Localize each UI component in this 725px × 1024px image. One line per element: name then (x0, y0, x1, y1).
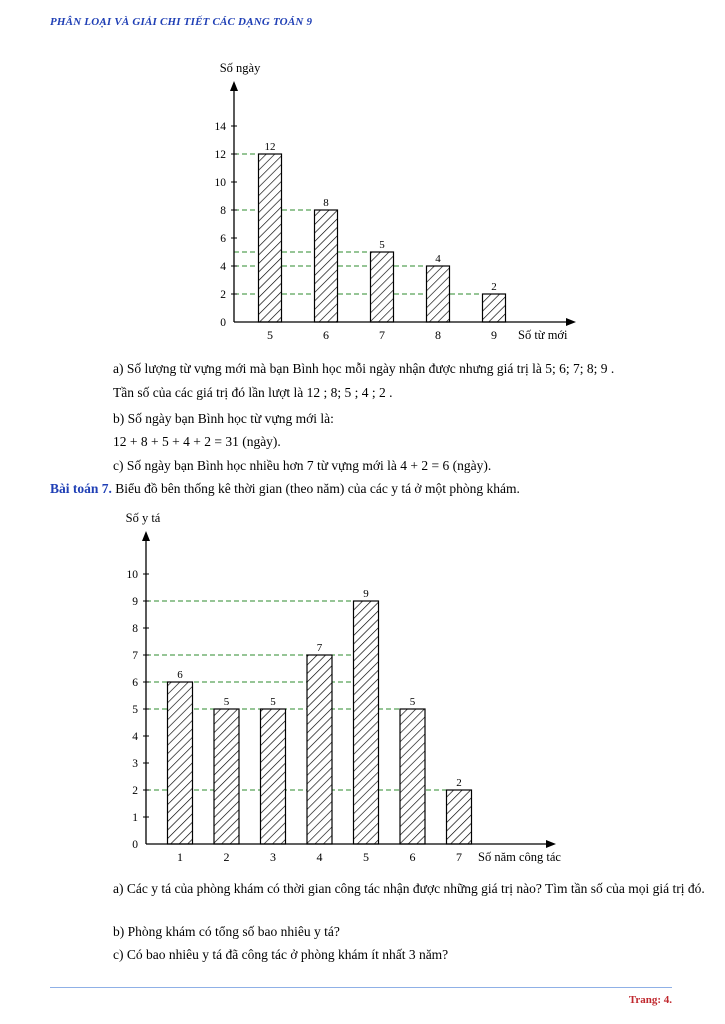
bar-4 (307, 655, 332, 844)
question-a: a) Các y tá của phòng khám có thời gian công tác nhận được những giá trị nào? Tìm tần số của mọi giá trị đó. (113, 881, 705, 896)
y-axis-label: Số ngày (219, 61, 261, 75)
footer-divider (50, 987, 672, 988)
bar-value-label: 2 (456, 777, 462, 789)
y-tick-label: 3 (132, 758, 138, 770)
bar-6 (400, 709, 425, 844)
bar-value-label: 9 (363, 588, 369, 600)
y-tick-label: 14 (214, 121, 226, 133)
bar-value-label: 5 (409, 696, 416, 708)
problem-7-statement (50, 480, 520, 498)
x-tick-label: 6 (323, 328, 329, 342)
x-axis-label: Số từ mới (518, 328, 568, 342)
x-tick-label: 7 (379, 328, 385, 342)
y-tick-label: 1 (132, 812, 138, 824)
y-tick-label: 8 (132, 623, 138, 635)
y-axis-label: Số y tá (125, 511, 161, 525)
bar-5 (354, 601, 379, 844)
y-tick-label: 8 (220, 205, 226, 217)
bar-value-label: 4 (435, 253, 441, 265)
bar-2 (214, 709, 239, 844)
y-tick-label: 10 (126, 569, 138, 581)
y-tick-label: 2 (132, 785, 138, 797)
problem-7-label: Bài toán 7. (50, 481, 112, 496)
y-tick-label: 2 (220, 289, 226, 301)
bar-value-label: 12 (264, 141, 276, 153)
bar-value-label: 5 (270, 696, 276, 708)
bar-value-label: 8 (323, 197, 329, 209)
x-tick-label: 9 (491, 328, 497, 342)
bar-5 (259, 154, 282, 322)
x-tick-label: 6 (409, 850, 416, 864)
y-tick-label: 6 (132, 677, 138, 689)
y-tick-label: 4 (132, 731, 138, 743)
bar-8 (427, 266, 450, 322)
bar-7 (371, 252, 394, 322)
bar-6 (315, 210, 338, 322)
bar-value-label: 5 (379, 239, 385, 251)
x-tick-label: 4 (316, 850, 323, 864)
bar-3 (261, 709, 286, 844)
y-tick-label: 6 (220, 233, 226, 245)
y-tick-label: 4 (220, 261, 226, 273)
bar-value-label: 5 (223, 696, 230, 708)
x-tick-label: 8 (435, 328, 441, 342)
solution-c-line1: c) Số ngày bạn Bình học nhiều hơn 7 từ vựng mới là 4 + 2 = 6 (ngày). (113, 458, 492, 473)
solution-b-line1: b) Số ngày bạn Bình học từ vựng mới là: (113, 411, 334, 426)
y-tick-label: 5 (132, 704, 138, 716)
x-axis-label: Số năm công tác (478, 850, 561, 864)
y-tick-label: 7 (132, 650, 138, 662)
x-tick-label: 5 (363, 850, 369, 864)
bar-value-label: 2 (491, 281, 497, 293)
y-axis-arrow (142, 531, 150, 541)
chart-nurses-years (0, 505, 725, 875)
x-axis-arrow (546, 840, 556, 848)
y-tick-label: 0 (220, 317, 226, 329)
page-number: Trang: 4. (628, 994, 672, 1006)
y-tick-label: 10 (214, 177, 226, 189)
x-tick-label: 1 (177, 850, 183, 864)
solution-a-line1: a) Số lượng từ vựng mới mà bạn Bình học mỗi ngày nhận được nhưng giá trị là 5; 6; 7; 8; 9 . (113, 361, 615, 376)
solution-a-line2: Tần số của các giá trị đó lần lượt là 12 ; 8; 5 ; 4 ; 2 . (113, 385, 393, 400)
problem-7-text: Biểu đồ bên thống kê thời gian (theo năm) của các y tá ở một phòng khám. (111, 481, 520, 496)
y-tick-label: 0 (132, 839, 138, 851)
y-tick-label: 9 (132, 596, 138, 608)
x-tick-label: 2 (223, 850, 230, 864)
x-tick-label: 7 (456, 850, 462, 864)
bar-1 (168, 682, 193, 844)
bar-value-label: 6 (177, 669, 183, 681)
x-axis-arrow (566, 318, 576, 326)
solution-b-line2: 12 + 8 + 5 + 4 + 2 = 31 (ngày). (113, 434, 281, 449)
bar-7 (447, 790, 472, 844)
question-b: b) Phòng khám có tổng số bao nhiêu y tá? (113, 924, 340, 939)
bar-value-label: 7 (316, 642, 323, 654)
page-header-title: PHÂN LOẠI VÀ GIẢI CHI TIẾT CÁC DẠNG TOÁN 9 (50, 16, 313, 28)
bar-9 (483, 294, 506, 322)
y-axis-arrow (230, 81, 238, 91)
x-tick-label: 5 (267, 328, 273, 342)
chart-words-per-day (0, 55, 725, 355)
y-tick-label: 12 (214, 149, 226, 161)
x-tick-label: 3 (270, 850, 276, 864)
question-c: c) Có bao nhiêu y tá đã công tác ở phòng khám ít nhất 3 năm? (113, 947, 449, 962)
